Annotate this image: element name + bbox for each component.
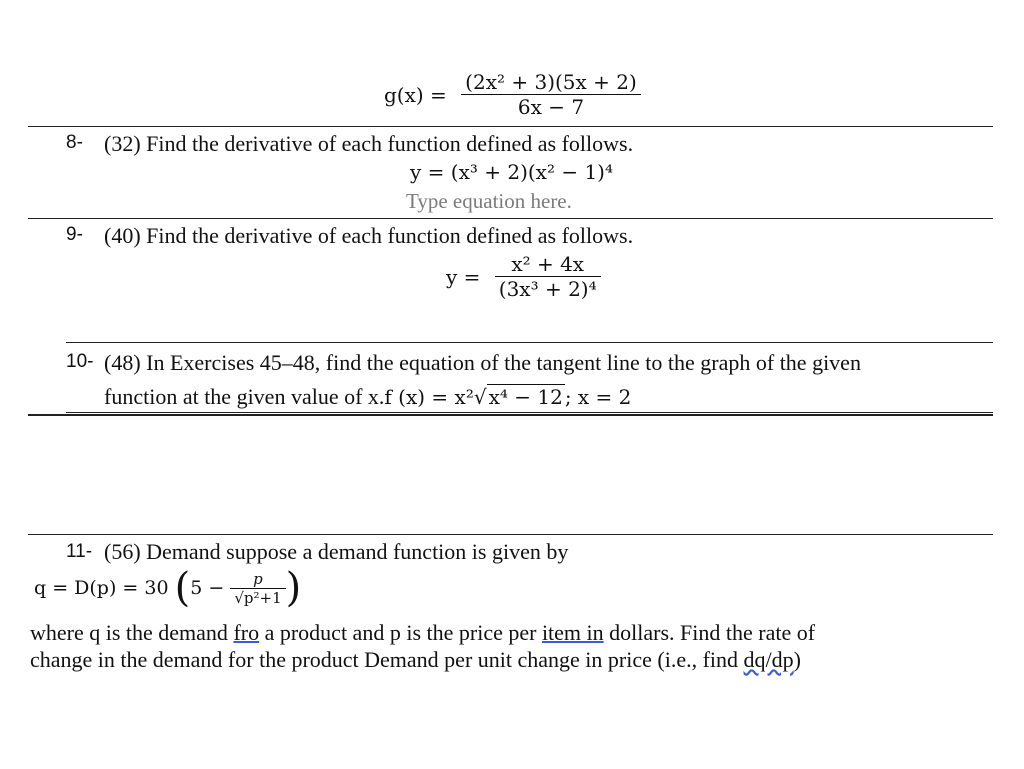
q11-eq-frac-den-radicand: p²+1	[243, 588, 282, 607]
q11-number: 11-	[66, 541, 93, 562]
divider-4-thin	[66, 412, 993, 413]
right-paren: )	[285, 565, 302, 611]
g-lhs: g(x) =	[384, 82, 447, 107]
divider-2	[28, 218, 993, 219]
g-denominator: 6x − 7	[461, 94, 641, 119]
q8-equation: y = (x³ + 2)(x² − 1)⁴	[410, 160, 613, 184]
q9-lhs: y =	[446, 264, 481, 289]
q10-fx: f (x) = x²	[384, 385, 474, 409]
q8-number: 8-	[66, 132, 83, 153]
q11-eq-frac-den: √p²+1	[230, 588, 285, 607]
q10-line1: (48) In Exercises 45–48, find the equation of the tangent line to the graph of the given	[104, 350, 861, 375]
divider-4	[28, 414, 993, 416]
q11-line4	[30, 647, 801, 673]
q11-eq-frac-num: p	[253, 569, 263, 588]
q11-line3-a: where q is the demand	[30, 620, 234, 645]
g-equation	[384, 70, 641, 119]
q10-line2-text: function at the given value of x.	[104, 384, 385, 409]
g-fraction	[461, 70, 641, 119]
q8-equation-placeholder[interactable]: Type equation here.	[406, 189, 572, 213]
q11-line3-c: dollars. Find the rate of	[603, 620, 816, 645]
q10-line2	[104, 384, 631, 410]
q11-text: (56) Demand suppose a demand function is given by	[104, 539, 569, 564]
divider-1	[28, 126, 993, 127]
q11-demand-equation	[34, 565, 302, 611]
g-numerator: (2x² + 3)(5x + 2)	[465, 70, 637, 94]
q11-line3	[30, 620, 815, 646]
q11-eq-five: 5 −	[190, 577, 225, 599]
q9-denominator: (3x³ + 2)⁴	[495, 276, 601, 301]
q11-line3-fro: fro	[233, 620, 260, 645]
q11-eq-fraction	[230, 570, 285, 607]
left-paren: (	[174, 565, 191, 611]
q11-line4-a: change in the demand for the product Demand per unit change in price (i.e., find	[30, 647, 744, 672]
q10-radicand: x⁴ − 12	[488, 385, 563, 409]
q9-number: 9-	[66, 224, 83, 245]
q11-line4-b: )	[793, 647, 801, 672]
q9-equation	[446, 252, 601, 301]
q11-line3-b: a product and p is the price per	[259, 620, 542, 645]
q10-radical-sign: √	[473, 385, 487, 409]
divider-5	[28, 534, 993, 535]
q11-line3-item: item in	[541, 620, 604, 645]
q9-text: (40) Find the derivative of each function defined as follows.	[104, 223, 634, 248]
q10-x-value: ; x = 2	[564, 385, 632, 409]
q11-line4-dq: dq/dp	[743, 647, 794, 672]
q9-fraction	[495, 252, 601, 301]
divider-3	[66, 342, 993, 343]
q9-numerator: x² + 4x	[511, 252, 585, 276]
q11-eq-lhs: q = D(p) = 30	[34, 577, 169, 599]
q8-text: (32) Find the derivative of each function defined as follows.	[104, 131, 634, 156]
q10-number: 10-	[66, 351, 94, 372]
